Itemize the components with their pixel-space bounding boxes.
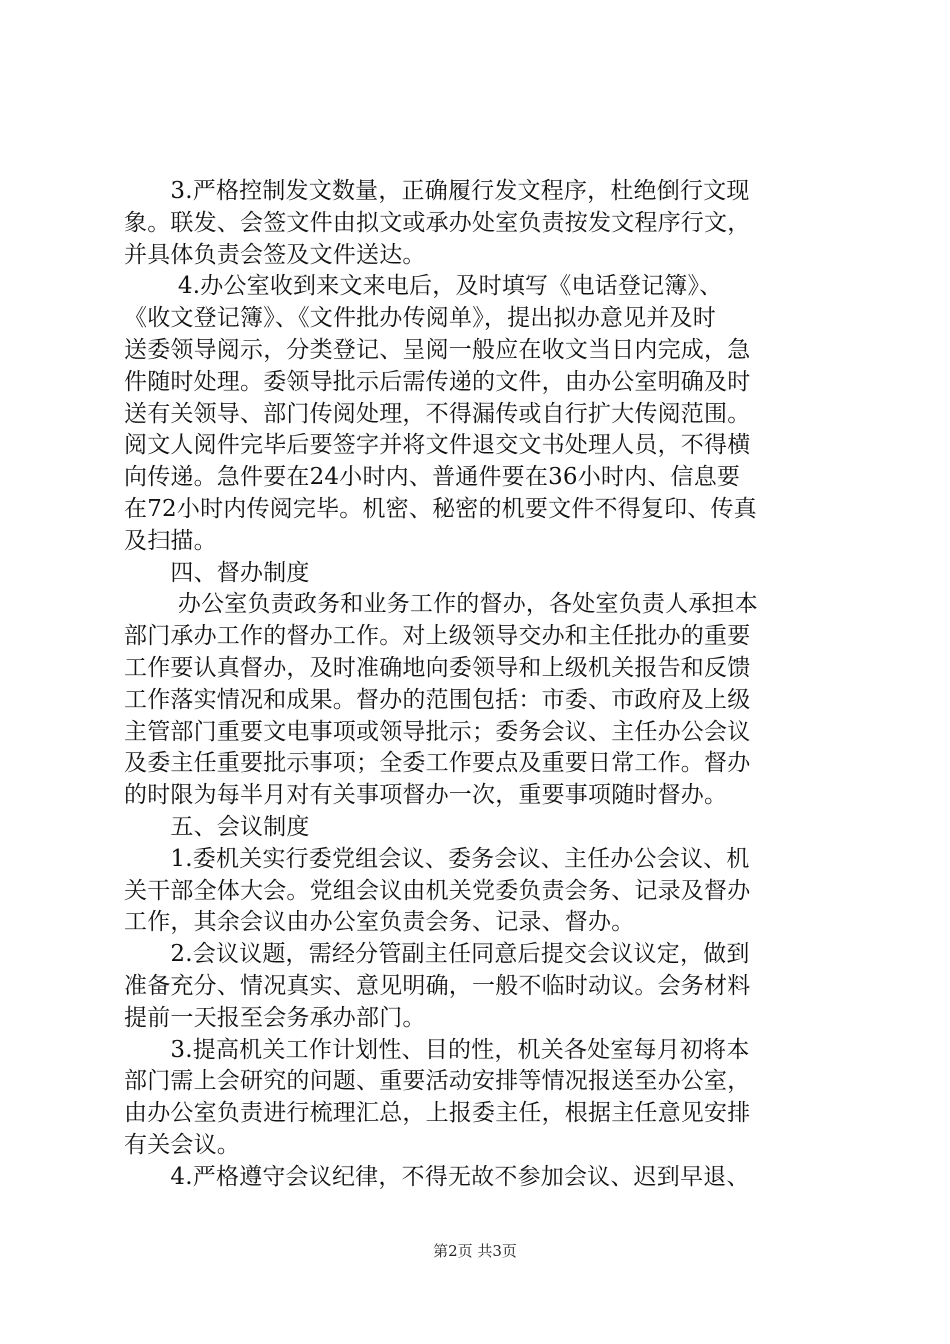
text-line: 办公室负责政务和业务工作的督办，各处室负责人承担本: [124, 591, 758, 618]
text-line: 送有关领导、部门传阅处理，不得漏传或自行扩大传阅范围。: [124, 400, 751, 427]
text-line: 在72小时内传阅完毕。机密、秘密的机要文件不得复印、传真: [124, 495, 757, 522]
text-line: 3.提高机关工作计划性、目的性，机关各处室每月初将本: [124, 1036, 750, 1063]
text-line: 主管部门重要文电事项或领导批示；委务会议、主任办公会议: [124, 718, 751, 745]
document-body: [124, 176, 832, 1194]
text-line: 及扫描。: [124, 527, 217, 554]
text-line: 工作，其余会议由办公室负责会务、记录、督办。: [124, 909, 635, 936]
text-line: 象。联发、会签文件由拟文或承办处室负责按发文程序行文，: [124, 209, 751, 236]
text-line: 1.委机关实行委党组会议、委务会议、主任办公会议、机: [124, 845, 750, 872]
text-line: 《收文登记簿》、《文件批办传阅单》，提出拟办意见并及时: [124, 305, 716, 332]
text-line: 及委主任重要批示事项；全委工作要点及重要日常工作。督办: [124, 750, 751, 777]
text-line: 工作要认真督办，及时准确地向委领导和上级机关报告和反馈: [124, 654, 751, 681]
text-line: 件随时处理。委领导批示后需传递的文件，由办公室明确及时: [124, 368, 751, 395]
text-line: 由办公室负责进行梳理汇总，上报委主任，根据主任意见安排: [124, 1100, 751, 1127]
text-line: 送委领导阅示，分类登记、呈阅一般应在收文当日内完成，急: [124, 336, 751, 363]
section-heading: 五、会议制度: [124, 813, 310, 840]
text-line: 阅文人阅件完毕后要签字并将文件退交文书处理人员，不得横: [124, 432, 751, 459]
text-line: 4.严格遵守会议纪律，不得无故不参加会议、迟到早退、: [124, 1163, 750, 1190]
text-line: 的时限为每半月对有关事项督办一次，重要事项随时督办。: [124, 782, 728, 809]
text-line: 3.严格控制发文数量，正确履行发文程序，杜绝倒行文现: [124, 178, 750, 204]
text-line: 并具体负责会签及文件送达。: [124, 241, 426, 268]
text-line: 4.办公室收到来文来电后，及时填写《电话登记簿》、: [124, 273, 723, 300]
text-line: 部门需上会研究的问题、重要活动安排等情况报送至办公室，: [124, 1068, 751, 1095]
text-line: 向传递。急件要在24小时内、普通件要在36小时内、信息要: [124, 464, 741, 491]
text-line: 提前一天报至会务承办部门。: [124, 1004, 426, 1031]
text-line: 2.会议议题，需经分管副主任同意后提交会议议定，做到: [124, 941, 750, 968]
text-line: 关干部全体大会。党组会议由机关党委负责会务、记录及督办: [124, 877, 751, 904]
text-line: 有关会议。: [124, 1131, 240, 1158]
text-line: 工作落实情况和成果。督办的范围包括：市委、市政府及上级: [124, 686, 751, 713]
text-line: 准备充分、情况真实、意见明确，一般不临时动议。会务材料: [124, 972, 751, 999]
page-number-footer: 第2页 共3页: [433, 1242, 517, 1260]
text-line: 部门承办工作的督办工作。对上级领导交办和主任批办的重要: [124, 623, 751, 650]
section-heading: 四、督办制度: [124, 559, 310, 586]
